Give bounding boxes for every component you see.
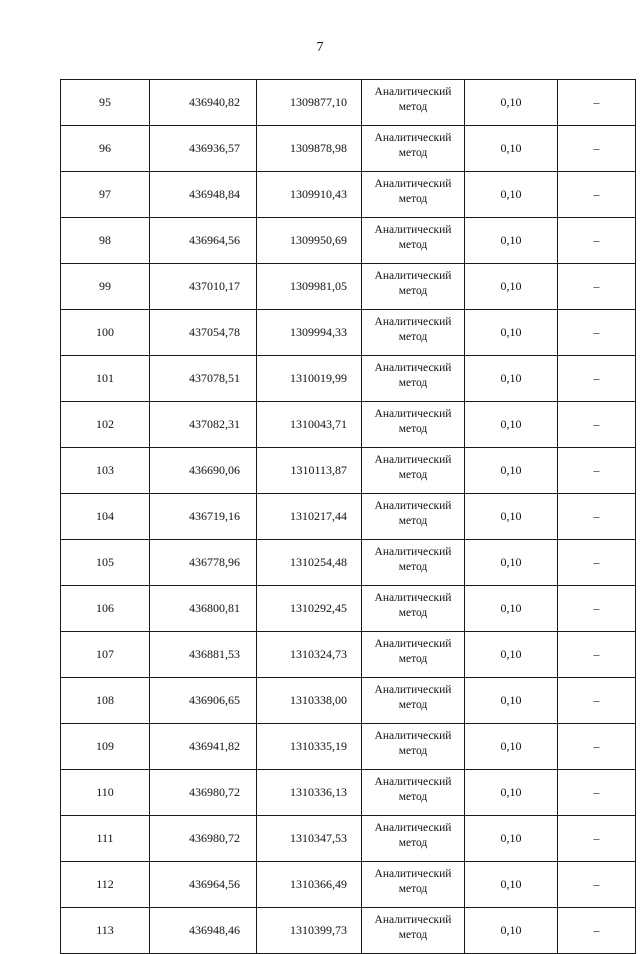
y-coordinate-cell: 1310347,53 — [257, 816, 362, 862]
x-coordinate-cell: 436964,56 — [150, 862, 257, 908]
x-coordinate-cell: 436948,46 — [150, 908, 257, 954]
note-cell: – — [558, 586, 636, 632]
point-number-cell: 107 — [61, 632, 150, 678]
method-line-2: метод — [398, 607, 428, 619]
method-cell — [362, 540, 465, 586]
note-cell: – — [558, 126, 636, 172]
method-line-2: метод — [398, 423, 428, 435]
accuracy-cell: 0,10 — [465, 218, 558, 264]
accuracy-cell: 0,10 — [465, 172, 558, 218]
method-line-2: метод — [398, 745, 428, 757]
method-line-1: Аналитический — [374, 86, 452, 98]
y-coordinate-cell: 1309910,43 — [257, 172, 362, 218]
method-line-2: метод — [398, 561, 428, 573]
note-cell: – — [558, 908, 636, 954]
point-number-cell: 95 — [61, 80, 150, 126]
x-coordinate-cell: 436906,65 — [150, 678, 257, 724]
y-coordinate-cell: 1309981,05 — [257, 264, 362, 310]
x-coordinate-cell: 436980,72 — [150, 816, 257, 862]
accuracy-cell: 0,10 — [465, 310, 558, 356]
y-coordinate-cell: 1310217,44 — [257, 494, 362, 540]
accuracy-cell: 0,10 — [465, 264, 558, 310]
y-coordinate-cell: 1309950,69 — [257, 218, 362, 264]
y-coordinate-cell: 1310399,73 — [257, 908, 362, 954]
method-line-1: Аналитический — [374, 454, 452, 466]
method-line-1: Аналитический — [374, 408, 452, 420]
point-number-cell: 113 — [61, 908, 150, 954]
page-number: 7 — [316, 40, 324, 55]
note-cell: – — [558, 862, 636, 908]
method-cell — [362, 908, 465, 954]
method-cell — [362, 402, 465, 448]
table-row — [61, 586, 636, 632]
note-cell: – — [558, 448, 636, 494]
point-number-cell: 106 — [61, 586, 150, 632]
table-row — [61, 540, 636, 586]
accuracy-cell: 0,10 — [465, 586, 558, 632]
note-cell: – — [558, 770, 636, 816]
method-line-1: Аналитический — [374, 730, 452, 742]
table-row — [61, 632, 636, 678]
method-line-2: метод — [398, 837, 428, 849]
method-cell — [362, 218, 465, 264]
note-cell: – — [558, 356, 636, 402]
method-line-2: метод — [398, 469, 428, 481]
table-row — [61, 816, 636, 862]
note-cell: – — [558, 310, 636, 356]
table-row — [61, 494, 636, 540]
y-coordinate-cell: 1309994,33 — [257, 310, 362, 356]
x-coordinate-cell: 436936,57 — [150, 126, 257, 172]
method-cell — [362, 172, 465, 218]
y-coordinate-cell: 1310292,45 — [257, 586, 362, 632]
y-coordinate-cell: 1310324,73 — [257, 632, 362, 678]
note-cell: – — [558, 218, 636, 264]
point-number-cell: 105 — [61, 540, 150, 586]
method-line-2: метод — [398, 331, 428, 343]
point-number-cell: 104 — [61, 494, 150, 540]
method-line-1: Аналитический — [374, 914, 452, 926]
accuracy-cell: 0,10 — [465, 770, 558, 816]
point-number-cell: 108 — [61, 678, 150, 724]
accuracy-cell: 0,10 — [465, 494, 558, 540]
point-number-cell: 99 — [61, 264, 150, 310]
point-number-cell: 109 — [61, 724, 150, 770]
accuracy-cell: 0,10 — [465, 862, 558, 908]
method-line-2: метод — [398, 883, 428, 895]
method-line-2: метод — [398, 699, 428, 711]
method-cell — [362, 448, 465, 494]
method-line-1: Аналитический — [374, 868, 452, 880]
method-line-2: метод — [398, 147, 428, 159]
x-coordinate-cell: 436778,96 — [150, 540, 257, 586]
note-cell: – — [558, 678, 636, 724]
point-number-cell: 111 — [61, 816, 150, 862]
method-line-2: метод — [398, 377, 428, 389]
method-cell — [362, 586, 465, 632]
y-coordinate-cell: 1310113,87 — [257, 448, 362, 494]
y-coordinate-cell: 1310019,99 — [257, 356, 362, 402]
x-coordinate-cell: 436941,82 — [150, 724, 257, 770]
x-coordinate-cell: 436940,82 — [150, 80, 257, 126]
table-row — [61, 172, 636, 218]
accuracy-cell: 0,10 — [465, 724, 558, 770]
accuracy-cell: 0,10 — [465, 448, 558, 494]
method-line-1: Аналитический — [374, 270, 452, 282]
method-cell — [362, 310, 465, 356]
accuracy-cell: 0,10 — [465, 816, 558, 862]
table-row — [61, 724, 636, 770]
table-row — [61, 310, 636, 356]
point-number-cell: 103 — [61, 448, 150, 494]
accuracy-cell: 0,10 — [465, 678, 558, 724]
method-cell — [362, 632, 465, 678]
note-cell: – — [558, 402, 636, 448]
table-row — [61, 264, 636, 310]
table-row — [61, 402, 636, 448]
method-cell — [362, 264, 465, 310]
note-cell: – — [558, 632, 636, 678]
point-number-cell: 97 — [61, 172, 150, 218]
y-coordinate-cell: 1310254,48 — [257, 540, 362, 586]
method-line-1: Аналитический — [374, 132, 452, 144]
point-number-cell: 96 — [61, 126, 150, 172]
table-row — [61, 448, 636, 494]
point-number-cell: 100 — [61, 310, 150, 356]
y-coordinate-cell: 1310043,71 — [257, 402, 362, 448]
point-number-cell: 110 — [61, 770, 150, 816]
note-cell: – — [558, 724, 636, 770]
note-cell: – — [558, 264, 636, 310]
method-line-2: метод — [398, 791, 428, 803]
method-line-2: метод — [398, 193, 428, 205]
table-row — [61, 218, 636, 264]
x-coordinate-cell: 436690,06 — [150, 448, 257, 494]
method-line-1: Аналитический — [374, 500, 452, 512]
note-cell: – — [558, 172, 636, 218]
accuracy-cell: 0,10 — [465, 632, 558, 678]
method-line-2: метод — [398, 653, 428, 665]
x-coordinate-cell: 436719,16 — [150, 494, 257, 540]
accuracy-cell: 0,10 — [465, 402, 558, 448]
y-coordinate-cell: 1310335,19 — [257, 724, 362, 770]
method-cell — [362, 724, 465, 770]
x-coordinate-cell: 437082,31 — [150, 402, 257, 448]
y-coordinate-cell: 1310336,13 — [257, 770, 362, 816]
x-coordinate-cell: 437010,17 — [150, 264, 257, 310]
table-row — [61, 80, 636, 126]
x-coordinate-cell: 436980,72 — [150, 770, 257, 816]
x-coordinate-cell: 437078,51 — [150, 356, 257, 402]
table-row — [61, 678, 636, 724]
table-row — [61, 770, 636, 816]
accuracy-cell: 0,10 — [465, 908, 558, 954]
x-coordinate-cell: 437054,78 — [150, 310, 257, 356]
method-line-1: Аналитический — [374, 178, 452, 190]
method-cell — [362, 770, 465, 816]
accuracy-cell: 0,10 — [465, 126, 558, 172]
method-cell — [362, 80, 465, 126]
y-coordinate-cell: 1309878,98 — [257, 126, 362, 172]
x-coordinate-cell: 436881,53 — [150, 632, 257, 678]
method-line-2: метод — [398, 101, 428, 113]
method-cell — [362, 678, 465, 724]
method-line-1: Аналитический — [374, 362, 452, 374]
note-cell: – — [558, 540, 636, 586]
x-coordinate-cell: 436948,84 — [150, 172, 257, 218]
method-line-1: Аналитический — [374, 822, 452, 834]
table-row — [61, 908, 636, 954]
point-number-cell: 112 — [61, 862, 150, 908]
method-line-2: метод — [398, 515, 428, 527]
method-line-1: Аналитический — [374, 638, 452, 650]
table-row — [61, 356, 636, 402]
point-number-cell: 101 — [61, 356, 150, 402]
method-line-2: метод — [398, 239, 428, 251]
point-number-cell: 98 — [61, 218, 150, 264]
coordinates-table — [60, 79, 636, 954]
method-line-1: Аналитический — [374, 224, 452, 236]
point-number-cell: 102 — [61, 402, 150, 448]
note-cell: – — [558, 80, 636, 126]
accuracy-cell: 0,10 — [465, 356, 558, 402]
method-line-2: метод — [398, 929, 428, 941]
method-cell — [362, 126, 465, 172]
table-row — [61, 126, 636, 172]
method-cell — [362, 816, 465, 862]
method-line-1: Аналитический — [374, 316, 452, 328]
accuracy-cell: 0,10 — [465, 540, 558, 586]
x-coordinate-cell: 436964,56 — [150, 218, 257, 264]
method-cell — [362, 356, 465, 402]
method-line-1: Аналитический — [374, 684, 452, 696]
method-line-1: Аналитический — [374, 546, 452, 558]
note-cell: – — [558, 494, 636, 540]
y-coordinate-cell: 1309877,10 — [257, 80, 362, 126]
method-line-1: Аналитический — [374, 776, 452, 788]
accuracy-cell: 0,10 — [465, 80, 558, 126]
method-cell — [362, 494, 465, 540]
x-coordinate-cell: 436800,81 — [150, 586, 257, 632]
method-line-1: Аналитический — [374, 592, 452, 604]
y-coordinate-cell: 1310338,00 — [257, 678, 362, 724]
coordinates-table-body — [61, 80, 636, 954]
y-coordinate-cell: 1310366,49 — [257, 862, 362, 908]
note-cell: – — [558, 816, 636, 862]
method-line-2: метод — [398, 285, 428, 297]
